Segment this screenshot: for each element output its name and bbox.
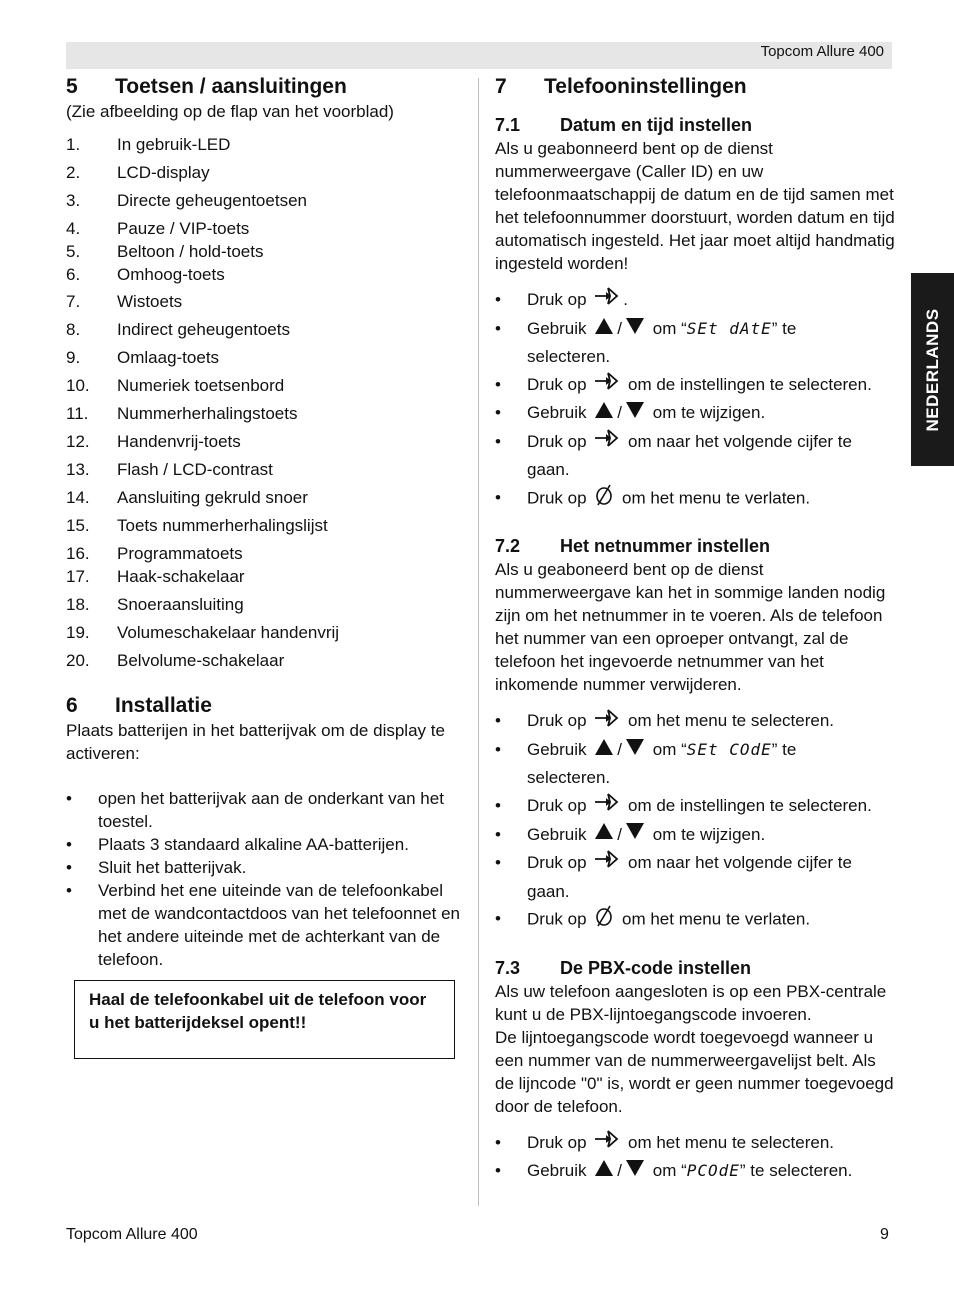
lcd-text: SEt dAtE [686, 318, 772, 338]
language-tab [911, 273, 954, 466]
header-title: Topcom Allure 400 [760, 43, 884, 60]
item-number: 11. [66, 404, 89, 423]
installation-step [66, 833, 462, 856]
item-label: Flash / LCD-contrast [117, 460, 273, 479]
item-number: 4. [66, 219, 81, 238]
section-7-3-body-2: De lijntoegangscode wordt toegevoegd wanneer u een nummer van de nummerweergavelijst belt. Als de lijncode "0" is, wordt er geen nummer toegevoegd door de telefoon. [495, 1027, 894, 1116]
item-label: Pauze / VIP-toets [117, 219, 250, 238]
bullet: • [66, 881, 72, 900]
section-number: 7.3 [495, 957, 521, 978]
key-list-item [66, 458, 462, 481]
item-number: 13. [66, 460, 90, 479]
section-title: Telefooninstellingen [544, 75, 747, 98]
installation-step [66, 787, 462, 833]
step-item: • Gebruik / om te wijzigen. [495, 399, 895, 427]
section-7-1-steps [495, 286, 895, 514]
section-6-intro: Plaats batterijen in het batterijvak om de display te activeren: [66, 721, 445, 763]
section-7-2-heading [495, 534, 895, 558]
section-title: Toetsen / aansluitingen [115, 75, 347, 98]
step-item: • Druk op om het menu te selecteren. [495, 1129, 895, 1158]
key-list-item [66, 346, 462, 369]
section-7-3-heading [495, 956, 895, 980]
step-text: Plaats 3 standaard alkaline AA-batterijen. [98, 835, 409, 854]
item-label: Handenvrij-toets [117, 432, 241, 451]
item-number: 20. [66, 651, 90, 670]
section-5-heading [66, 74, 462, 100]
section-title: Installatie [115, 694, 212, 717]
language-tab-label: NEDERLANDS [922, 307, 942, 432]
down-triangle-icon [625, 821, 645, 849]
item-number: 16. [66, 544, 90, 563]
page-number: 9 [880, 1226, 889, 1243]
item-label: Aansluiting gekruld snoer [117, 488, 308, 507]
key-list-item [66, 565, 462, 588]
right-column [495, 74, 895, 1186]
lcd-text: PCOdE [686, 1161, 740, 1181]
item-number: 14. [66, 488, 90, 507]
step-item: • Druk op om de instellingen te selecteren. [495, 371, 895, 400]
up-triangle-icon [594, 821, 614, 849]
down-triangle-icon [625, 316, 645, 344]
step-item: • Druk op om de instellingen te selecteren. [495, 792, 895, 821]
up-triangle-icon [594, 316, 614, 344]
enter-arrow-icon [594, 708, 620, 737]
installation-list [66, 787, 462, 971]
key-list-item [66, 486, 462, 509]
step-text: open het batterijvak aan de onderkant van het toestel. [98, 789, 444, 831]
lcd-text: SEt COdE [686, 740, 772, 760]
key-list-item [66, 430, 462, 453]
step-item: • Gebruik / om te wijzigen. [495, 821, 895, 849]
up-triangle-icon [594, 1158, 614, 1186]
section-7-2-body: Als u geaboneerd bent op de dienst nummerweergave kan het in sommige landen nodig zijn om het netnummer in te voeren. Als de telefoon het nummer van een oproeper ontvangt, zal de telefoon het ingevoerde netnummer van het inkomende nummer verwijderen. [495, 560, 886, 695]
up-triangle-icon [594, 400, 614, 428]
key-list-item [66, 189, 462, 212]
item-label: Haak-schakelaar [117, 567, 245, 586]
key-list-item [66, 133, 462, 156]
item-number: 8. [66, 320, 81, 339]
key-list-item [66, 593, 462, 616]
up-triangle-icon [594, 737, 614, 765]
item-number: 12. [66, 432, 90, 451]
item-number: 9. [66, 348, 81, 367]
item-label: In gebruik-LED [117, 135, 231, 154]
item-label: Programmatoets [117, 544, 243, 563]
section-7-heading [495, 74, 895, 100]
installation-step [66, 856, 462, 879]
enter-arrow-icon [594, 428, 620, 457]
item-label: Numeriek toetsenbord [117, 376, 285, 395]
enter-arrow-icon [594, 1129, 620, 1158]
down-triangle-icon [625, 400, 645, 428]
step-item: • Druk op om het menu te verlaten. [495, 484, 895, 515]
step-item: • Gebruik / om “SEt COdE” te selecteren. [495, 736, 895, 792]
step-item: • Gebruik / om “PCOdE” te selecteren. [495, 1157, 895, 1185]
item-label: Toets nummerherhalingslijst [117, 516, 328, 535]
key-list-item [66, 542, 462, 565]
key-list-item [66, 621, 462, 644]
item-label: Omlaag-toets [117, 348, 220, 367]
keys-list [66, 133, 462, 672]
section-title: Datum en tijd instellen [560, 115, 753, 135]
bullet: • [66, 789, 72, 808]
section-title: Het netnummer instellen [560, 536, 771, 557]
section-7-1-body: Als u geabonneerd bent op de dienst nummerweergave (Caller ID) en uw telefoonmaatschappij de datum en de tijd samen met het telefoonnummer doorstuurt, worden datum en tijd automatisch ingesteld. Het jaar moet altijd handmatig ingesteld worden! [495, 139, 895, 273]
section-6-heading [66, 693, 462, 719]
enter-arrow-icon [594, 849, 620, 878]
item-label: Indirect geheugentoets [117, 320, 290, 339]
bullet: • [66, 858, 72, 877]
section-title: De PBX-code instellen [560, 957, 752, 978]
item-label: Nummerherhalingstoets [117, 404, 298, 423]
item-number: 10. [66, 376, 90, 395]
item-number: 17. [66, 567, 90, 586]
section-5-subtitle: (Zie afbeelding op de flap van het voorblad) [66, 102, 394, 121]
empty-set-icon [594, 484, 614, 515]
warning-notice: Haal de telefoonkabel uit de telefoon voor u het batterijdeksel opent!! [74, 980, 455, 1059]
item-label: LCD-display [117, 163, 210, 182]
down-triangle-icon [625, 1158, 645, 1186]
key-list-item [66, 290, 462, 313]
item-label: Omhoog-toets [117, 265, 225, 284]
item-number: 3. [66, 191, 81, 210]
item-label: Volumeschakelaar handenvrij [117, 623, 340, 642]
enter-arrow-icon [594, 371, 620, 400]
step-item: • Druk op om het menu te verlaten. [495, 905, 895, 936]
column-divider [478, 78, 479, 1206]
key-list-item [66, 217, 462, 240]
step-item: • Gebruik / om “SEt dAtE” te selecteren. [495, 315, 895, 371]
section-number: 5 [66, 75, 78, 98]
left-column [66, 74, 462, 971]
key-list-item [66, 649, 462, 672]
bullet: • [66, 835, 72, 854]
key-list-item [66, 263, 462, 286]
step-item: • Druk op . [495, 286, 895, 315]
section-7-3-steps [495, 1129, 895, 1186]
item-label: Belvolume-schakelaar [117, 651, 285, 670]
item-number: 5. [66, 242, 81, 261]
section-number: 6 [66, 694, 78, 717]
step-text: Verbind het ene uiteinde van de telefoonkabel met de wandcontactdoos van het telefoonnet en het andere uiteinde met de achterkant van de telefoon. [98, 881, 460, 969]
installation-step [66, 879, 462, 971]
footer-product: Topcom Allure 400 [66, 1226, 198, 1243]
section-number: 7 [495, 75, 507, 98]
key-list-item [66, 161, 462, 184]
step-text: Sluit het batterijvak. [98, 858, 247, 877]
step-item: • Druk op om naar het volgende cijfer te gaan. [495, 428, 895, 484]
item-label: Snoeraansluiting [117, 595, 244, 614]
item-number: 19. [66, 623, 90, 642]
key-list-item [66, 240, 462, 263]
key-list-item [66, 318, 462, 341]
header-bar [66, 42, 892, 69]
section-7-3-body: Als uw telefoon aangesloten is op een PBX-centrale kunt u de PBX-lijntoegangscode invoeren. [495, 981, 887, 1024]
empty-set-icon [594, 905, 614, 936]
item-label: Beltoon / hold-toets [117, 242, 264, 261]
item-number: 6. [66, 265, 81, 284]
item-number: 2. [66, 163, 81, 182]
section-number: 7.1 [495, 115, 521, 135]
enter-arrow-icon [594, 792, 620, 821]
section-7-2-steps [495, 707, 895, 935]
key-list-item [66, 402, 462, 425]
down-triangle-icon [625, 737, 645, 765]
item-label: Wistoets [117, 292, 183, 311]
section-number: 7.2 [495, 536, 521, 557]
item-number: 18. [66, 595, 90, 614]
section-7-1-heading [495, 113, 895, 137]
enter-arrow-icon [594, 286, 620, 315]
item-label: Directe geheugentoetsen [117, 191, 307, 210]
key-list-item [66, 514, 462, 537]
item-number: 1. [66, 135, 81, 154]
step-item: • Druk op om het menu te selecteren. [495, 707, 895, 736]
item-number: 7. [66, 292, 81, 311]
item-number: 15. [66, 516, 90, 535]
key-list-item [66, 374, 462, 397]
step-item: • Druk op om naar het volgende cijfer te gaan. [495, 849, 895, 905]
